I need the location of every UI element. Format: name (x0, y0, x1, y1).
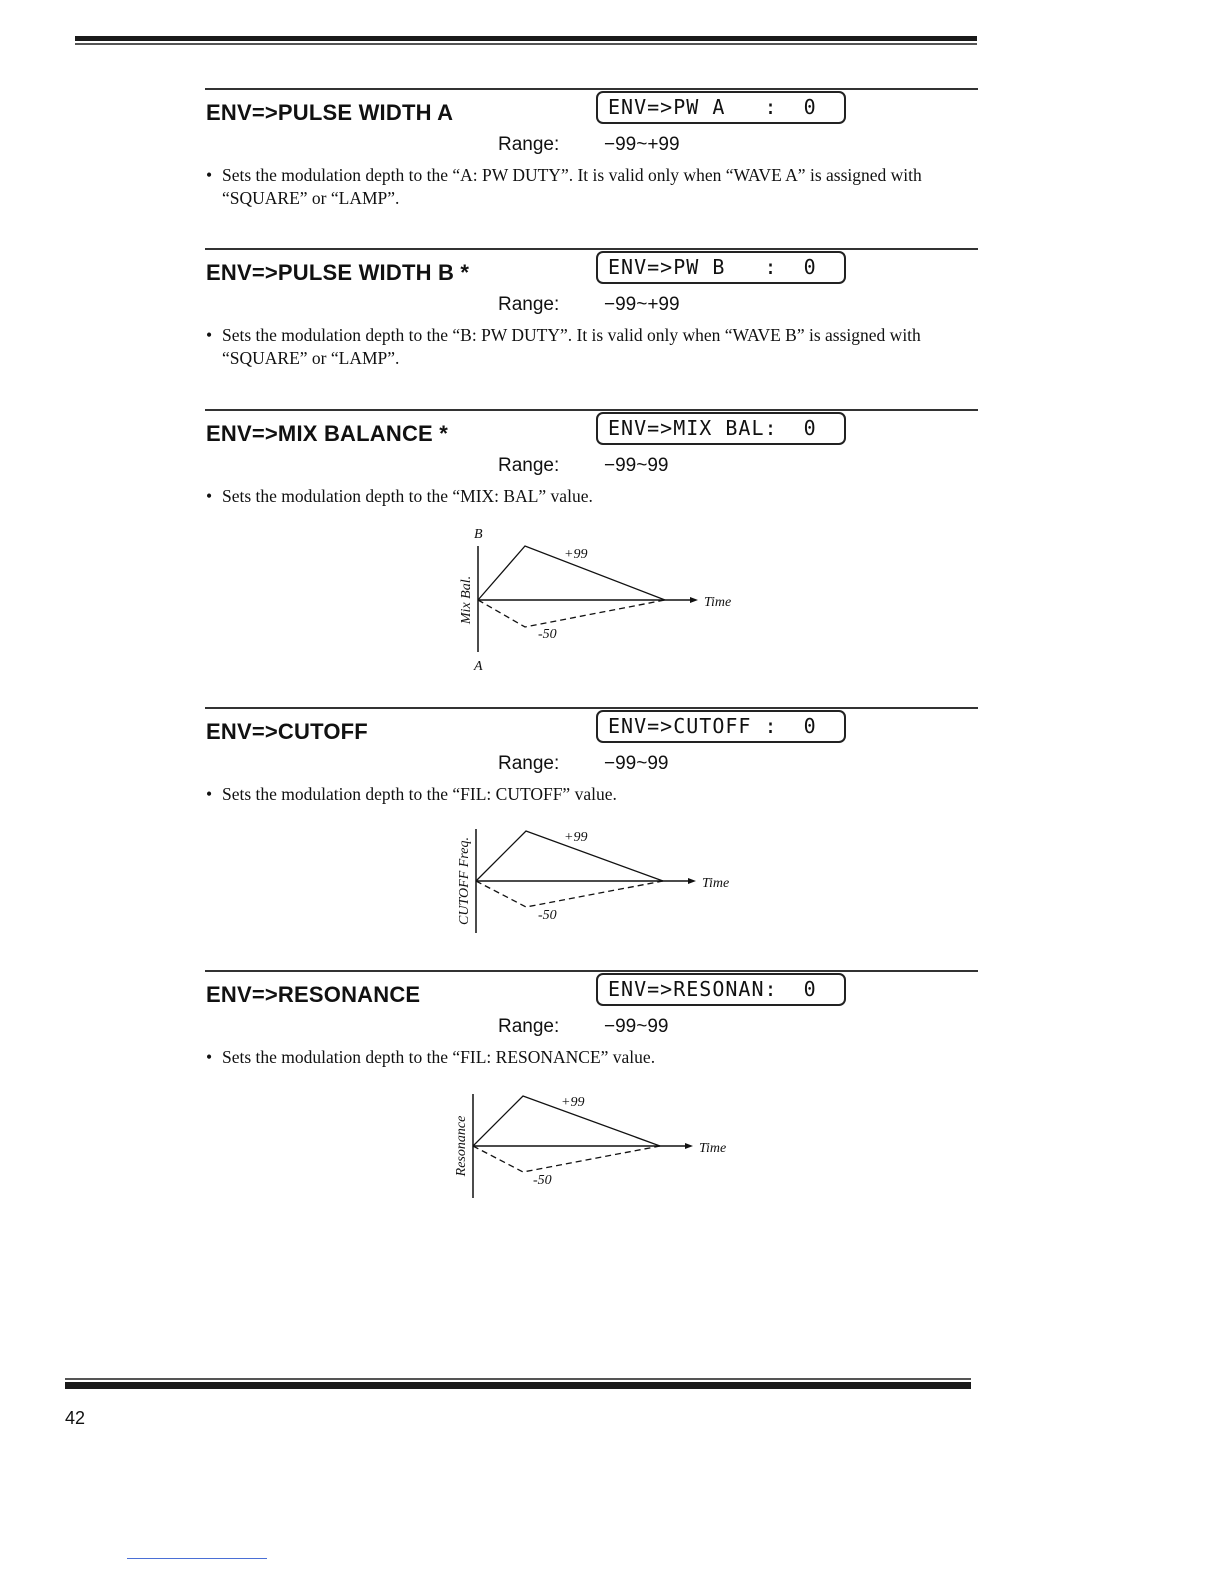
description-text: Sets the modulation depth to the “FIL: RESONANCE” value. (222, 1047, 656, 1067)
description-text: Sets the modulation depth to the “B: PW DUTY”. It is valid only when “WAVE B” is assigned with “SQUARE” or “LAMP”. (222, 325, 921, 368)
section-title: ENV=>PULSE WIDTH B * (206, 260, 470, 285)
section-title: ENV=>CUTOFF (206, 719, 368, 744)
positive-peak-label: +99 (564, 830, 588, 845)
range-value: −99~+99 (604, 134, 680, 155)
cutoff-envelope-graph (438, 825, 758, 940)
lcd-display: ENV=>PW B : 0 (596, 251, 846, 284)
section-env-pulse-width-b (200, 248, 978, 378)
mix-balance-envelope-graph (440, 520, 760, 680)
range-value: −99~+99 (604, 294, 680, 315)
axis-label: Mix Bal. (459, 575, 474, 625)
section-env-mix-balance (200, 409, 978, 519)
section-title: ENV=>MIX BALANCE * (206, 421, 448, 446)
section-rule (205, 707, 978, 709)
section-rule (205, 88, 978, 90)
section-title: ENV=>PULSE WIDTH A (206, 100, 454, 125)
axis-label: CUTOFF Freq. (457, 837, 472, 925)
description-text: Sets the modulation depth to the “FIL: CUTOFF” value. (222, 784, 617, 804)
section-rule (205, 248, 978, 250)
range-value: −99~99 (604, 1016, 669, 1037)
time-arrow (685, 1143, 693, 1149)
negative-peak-label: -50 (538, 627, 557, 642)
description-text: Sets the modulation depth to the “MIX: BAL” value. (222, 486, 593, 506)
section-env-pulse-width-a (200, 88, 978, 218)
bullet: • (206, 325, 213, 345)
axis-label: Resonance (454, 1115, 469, 1177)
range-label: Range: (498, 134, 560, 155)
section-env-cutoff (200, 707, 978, 817)
time-label: Time (699, 1141, 727, 1156)
range-label: Range: (498, 753, 560, 774)
range-label: Range: (498, 455, 560, 476)
description (206, 164, 982, 210)
axis-bottom-label: A (474, 659, 483, 674)
range-value: −99~99 (604, 455, 669, 476)
negative-peak-label: -50 (538, 908, 557, 923)
resonance-envelope-graph (435, 1090, 755, 1205)
lcd-display: ENV=>MIX BAL: 0 (596, 412, 846, 445)
time-arrow (690, 597, 698, 603)
lcd-display: ENV=>CUTOFF : 0 (596, 710, 846, 743)
time-label: Time (704, 595, 732, 610)
description (206, 1046, 982, 1069)
negative-envelope-line (478, 600, 665, 627)
section-rule (205, 970, 978, 972)
bottom-rule (65, 1378, 971, 1392)
section-title: ENV=>RESONANCE (206, 982, 421, 1007)
positive-peak-label: +99 (564, 547, 588, 562)
positive-peak-label: +99 (561, 1095, 585, 1110)
description (206, 324, 982, 370)
range-label: Range: (498, 294, 560, 315)
description-text: Sets the modulation depth to the “A: PW DUTY”. It is valid only when “WAVE A” is assigned with “SQUARE” or “LAMP”. (222, 165, 922, 208)
bullet: • (206, 784, 213, 804)
description (206, 485, 982, 508)
top-rule (75, 36, 977, 46)
time-arrow (688, 878, 696, 884)
lcd-display: ENV=>PW A : 0 (596, 91, 846, 124)
lcd-display: ENV=>RESONAN: 0 (596, 973, 846, 1006)
bullet: • (206, 1047, 213, 1067)
blue-underline (127, 1558, 267, 1559)
description (206, 783, 982, 806)
range-value: −99~99 (604, 753, 669, 774)
negative-envelope-line (476, 881, 663, 907)
section-env-resonance (200, 970, 978, 1080)
bullet: • (206, 165, 213, 185)
negative-envelope-line (473, 1146, 660, 1172)
bullet: • (206, 486, 213, 506)
time-label: Time (702, 876, 730, 891)
range-label: Range: (498, 1016, 560, 1037)
section-rule (205, 409, 978, 411)
axis-top-label: B (474, 527, 483, 542)
page-number: 42 (65, 1408, 86, 1428)
negative-peak-label: -50 (533, 1173, 552, 1188)
